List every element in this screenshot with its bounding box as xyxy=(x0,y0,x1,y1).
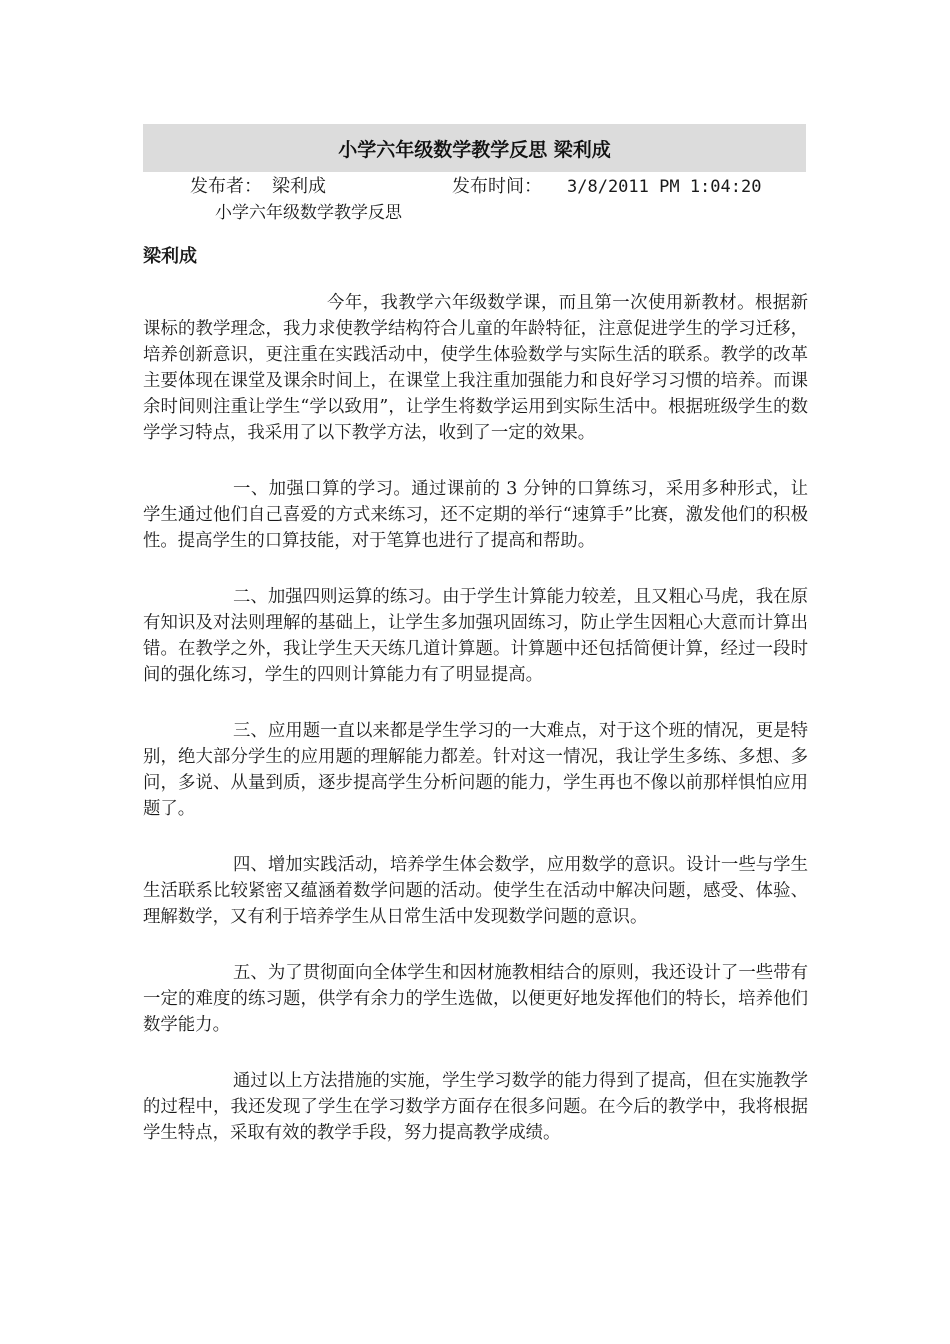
publish-meta xyxy=(190,175,761,199)
publish-time: 3/8/2011 PM 1:04:20 xyxy=(567,177,762,197)
article-body xyxy=(143,290,808,1176)
article-subtitle: 小学六年级数学教学反思 xyxy=(215,203,402,223)
author-label: 发布者： xyxy=(190,176,262,197)
paragraph-3: 三、应用题一直以来都是学生学习的一大难点，对于这个班的情况，更是特别，绝大部分学生的应用题的理解能力都差。针对这一情况，我让学生多练、多想、多问，多说、从量到质，逐步提高学生分析问题的能力，学生再也不像以前那样惧怕应用题了。 xyxy=(143,721,808,819)
publish-time-label: 发布时间： xyxy=(452,176,542,197)
document-title: 小学六年级数学教学反思 梁利成 xyxy=(143,124,806,172)
author-name: 梁利成 xyxy=(272,176,326,197)
paragraph-2: 二、加强四则运算的练习。由于学生计算能力较差，且又粗心马虎，我在原有知识及对法则理解的基础上，让学生多加强巩固练习，防止学生因粗心大意而计算出错。在教学之外，我让学生天天练几道计算题。计算题中还包括简便计算，经过一段时间的强化练习，学生的四则计算能力有了明显提高。 xyxy=(143,587,808,685)
paragraph-1: 一、加强口算的学习。通过课前的 3 分钟的口算练习，采用多种形式，让学生通过他们自己喜爱的方式来练习，还不定期的举行“速算手”比赛，激发他们的积极性。提高学生的口算技能，对于笔算也进行了提高和帮助。 xyxy=(143,479,808,551)
article-author: 梁利成 xyxy=(143,246,197,267)
paragraph-4: 四、增加实践活动，培养学生体会数学，应用数学的意识。设计一些与学生生活联系比较紧密又蕴涵着数学问题的活动。使学生在活动中解决问题，感受、体验、理解数学，又有利于培养学生从日常生活中发现数学问题的意识。 xyxy=(143,855,808,927)
paragraph-conclusion: 通过以上方法措施的实施，学生学习数学的能力得到了提高，但在实施教学的过程中，我还发现了学生在学习数学方面存在很多问题。在今后的教学中，我将根据学生特点，采取有效的教学手段，努力提高教学成绩。 xyxy=(143,1071,808,1143)
paragraph-intro: 今年，我教学六年级数学课，而且第一次使用新教材。根据新课标的教学理念，我力求使教学结构符合儿童的年龄特征，注意促进学生的学习迁移，培养创新意识，更注重在实践活动中，使学生体验数学与实际生活的联系。教学的改革主要体现在课堂及课余时间上，在课堂上我注重加强能力和良好学习习惯的培养。而课余时间则注重让学生“学以致用”，让学生将数学运用到实际生活中。根据班级学生的数学学习特点，我采用了以下教学方法，收到了一定的效果。 xyxy=(143,293,808,443)
paragraph-5: 五、为了贯彻面向全体学生和因材施教相结合的原则，我还设计了一些带有一定的难度的练习题，供学有余力的学生选做，以便更好地发挥他们的特长，培养他们数学能力。 xyxy=(143,963,808,1035)
